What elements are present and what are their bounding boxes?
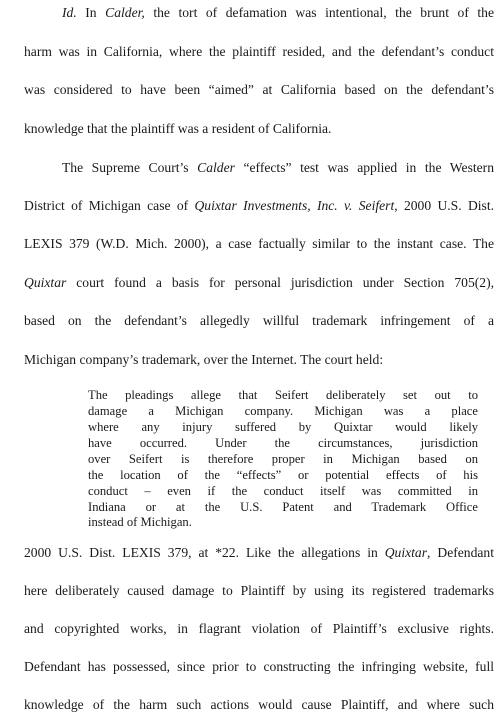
paragraph-2-line-2: District of Michigan case of Quixtar Investments, Inc. v. Seifert, 2000 U.S. Dist. — [24, 198, 495, 213]
paragraph-2-line-5: based on the defendant’s allegedly willful trademark infringement of a — [24, 313, 494, 328]
paragraph-1-line-1: Id. In Calder, the tort of defamation was intentional, the brunt of the — [62, 5, 494, 20]
paragraph-3-line-2: here deliberately caused damage to Plaintiff by using its registered trademarks — [24, 583, 494, 598]
paragraph-2-line-1: The Supreme Court’s Calder “effects” test was applied in the Western — [62, 160, 494, 175]
paragraph-1-line-2: harm was in California, where the plaintiff resided, and the defendant’s conduct — [24, 44, 494, 59]
case-cite-id: Id. — [62, 5, 77, 20]
paragraph-3-line-3: and copyrighted works, in flagrant violation of Plaintiff’s exclusive rights. — [24, 621, 494, 636]
paragraph-3-line-1: 2000 U.S. Dist. LEXIS 379, at *22. Like the allegations in Quixtar, Defendant — [24, 545, 494, 560]
paragraph-2-line-4: Quixtar court found a basis for personal jurisdiction under Section 705(2), — [24, 275, 494, 290]
block-quote-line-8: Indiana or at the U.S. Patent and Trademark Office — [88, 500, 478, 514]
paragraph-1-line-4: knowledge that the plaintiff was a resident of California. — [24, 121, 332, 136]
block-quote-line-6: the location of the “effects” or potential effects of his — [88, 468, 478, 482]
case-name-quixtar-full: Quixtar Investments, Inc. v. Seifert — [194, 198, 395, 213]
case-name-calder: Calder, — [105, 5, 145, 20]
block-quote-line-5: over Seifert is therefore proper in Michigan based on — [88, 452, 478, 466]
block-quote-line-9: instead of Michigan. — [88, 515, 192, 529]
block-quote-line-3: where any injury suffered by Quixtar would likely — [88, 420, 478, 434]
paragraph-3-line-4: Defendant has possessed, since prior to constructing the infringing website, full — [24, 659, 494, 674]
paragraph-3-line-5: knowledge of the harm such actions would cause Plaintiff, and where such — [24, 697, 494, 712]
paragraph-1-line-3: was considered to have been “aimed” at California based on the defendant’s — [24, 82, 494, 97]
block-quote-line-4: have occurred. Under the circumstances, jurisdiction — [88, 436, 478, 450]
case-name-calder: Calder — [197, 160, 235, 175]
block-quote-line-2: damage a Michigan company. Michigan was a place — [88, 404, 478, 418]
paragraph-2-line-3: LEXIS 379 (W.D. Mich. 2000), a case factually similar to the instant case. The — [24, 236, 494, 251]
block-quote-line-1: The pleadings allege that Seifert deliberately set out to — [88, 388, 478, 402]
paragraph-2-line-6: Michigan company’s trademark, over the Internet. The court held: — [24, 352, 384, 367]
case-name-quixtar: Quixtar — [24, 275, 67, 290]
case-name-quixtar: Quixtar — [384, 545, 428, 560]
block-quote-line-7: conduct – even if the conduct itself was committed in — [88, 484, 478, 498]
